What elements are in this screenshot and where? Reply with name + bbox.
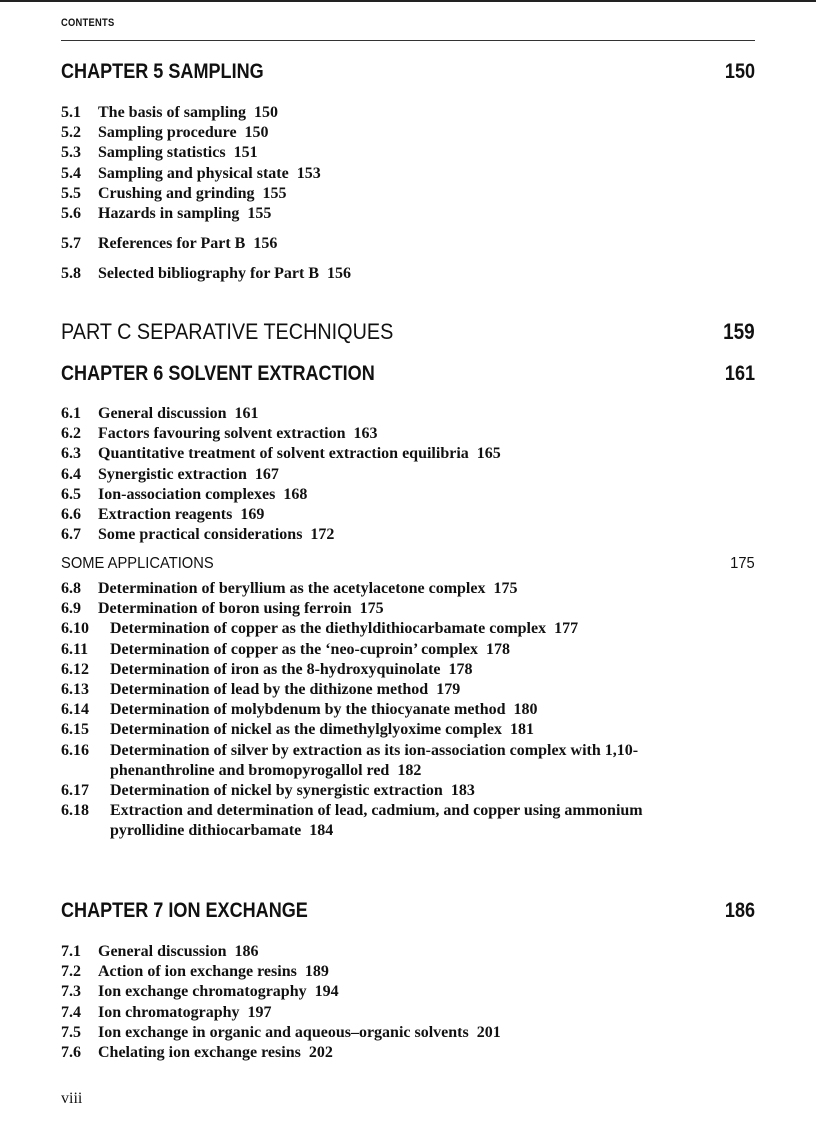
toc-entry: 5.3 Sampling statistics 151 <box>61 144 258 162</box>
toc-entry: 6.3 Quantitative treatment of solvent extraction equilibria 165 <box>61 445 501 463</box>
part-page: 159 <box>723 319 755 344</box>
toc-entry: 6.13 Determination of lead by the dithizone method 179 <box>61 681 461 699</box>
top-rule <box>0 0 816 2</box>
toc-entry: 5.4 Sampling and physical state 153 <box>61 164 321 182</box>
toc-entry: 6.2 Factors favouring solvent extraction 163 <box>61 425 378 443</box>
toc-entry: 6.7 Some practical considerations 172 <box>61 526 335 544</box>
chapter-5-heading <box>61 60 755 86</box>
toc-entry: 5.8 Selected bibliography for Part B 156 <box>61 265 352 283</box>
chapter-page: 150 <box>724 60 755 83</box>
toc-entry: 6.1 General discussion 161 <box>61 405 259 422</box>
chapter-6-heading <box>61 362 755 388</box>
running-head: CONTENTS <box>61 17 115 29</box>
chapter-5-sections <box>61 103 755 285</box>
header-rule <box>61 40 755 41</box>
toc-entry: 6.4 Synergistic extraction 167 <box>61 465 279 483</box>
part-c-heading <box>61 319 755 345</box>
subheading-title: SOME APPLICATIONS <box>61 555 214 572</box>
toc-entry: 5.1 The basis of sampling 150 <box>61 104 279 121</box>
chapter-6-sections <box>61 404 755 545</box>
some-applications-heading <box>61 555 755 575</box>
toc-entry: 6.6 Extraction reagents 169 <box>61 506 265 524</box>
toc-entry: 6.8 Determination of beryllium as the acetylacetone complex 175 <box>61 580 518 597</box>
toc-entry: 7.3 Ion exchange chromatography 194 <box>61 983 339 1001</box>
toc-entry: 6.5 Ion-association complexes 168 <box>61 485 308 503</box>
toc-entry: 6.14 Determination of molybdenum by the thiocyanate method 180 <box>61 701 538 719</box>
chapter-7-sections <box>61 942 755 1063</box>
part-title: PART C SEPARATIVE TECHNIQUES <box>61 319 394 344</box>
toc-entry: 7.5 Ion exchange in organic and aqueous–organic solvents 201 <box>61 1023 501 1041</box>
toc-entry: 7.2 Action of ion exchange resins 189 <box>61 963 329 981</box>
toc-entry: 6.10 Determination of copper as the diethyldithiocarbamate complex 177 <box>61 620 579 638</box>
toc-entry: 6.11 Determination of copper as the ‘neo-cuproin’ complex 178 <box>61 640 510 658</box>
page-folio: viii <box>61 1090 83 1107</box>
toc-entry: 7.4 Ion chromatography 197 <box>61 1003 272 1021</box>
toc-entry: 6.12 Determination of iron as the 8-hydroxyquinolate 178 <box>61 660 473 678</box>
chapter-title: CHAPTER 7 ION EXCHANGE <box>61 899 308 922</box>
chapter-title: CHAPTER 5 SAMPLING <box>61 60 264 83</box>
toc-entry: 5.7 References for Part B 156 <box>61 235 278 253</box>
toc-entry: 6.15 Determination of nickel as the dimethylglyoxime complex 181 <box>61 721 534 739</box>
toc-entry: 5.6 Hazards in sampling 155 <box>61 205 272 223</box>
applications-sections <box>61 579 755 842</box>
chapter-page: 186 <box>724 899 755 922</box>
toc-entry: 7.1 General discussion 186 <box>61 943 259 960</box>
toc-entry: 5.2 Sampling procedure 150 <box>61 124 269 142</box>
toc-entry: 7.6 Chelating ion exchange resins 202 <box>61 1044 333 1062</box>
chapter-page: 161 <box>724 362 755 385</box>
subheading-page: 175 <box>730 555 755 572</box>
chapter-title: CHAPTER 6 SOLVENT EXTRACTION <box>61 362 375 385</box>
chapter-7-heading <box>61 899 755 925</box>
toc-entry: 5.5 Crushing and grinding 155 <box>61 184 287 202</box>
toc-entry: 6.9 Determination of boron using ferroin 175 <box>61 600 384 618</box>
toc-entry: 6.18 Extraction and determination of lead, cadmium, and copper using ammonium pyrollidine dithiocarbamate 184 <box>61 802 643 840</box>
toc-entry: 6.16 Determination of silver by extraction as its ion-association complex with 1,10-phenanthroline and bromopyrogallol red 182 <box>61 741 639 779</box>
toc-entry: 6.17 Determination of nickel by synergistic extraction 183 <box>61 782 475 800</box>
